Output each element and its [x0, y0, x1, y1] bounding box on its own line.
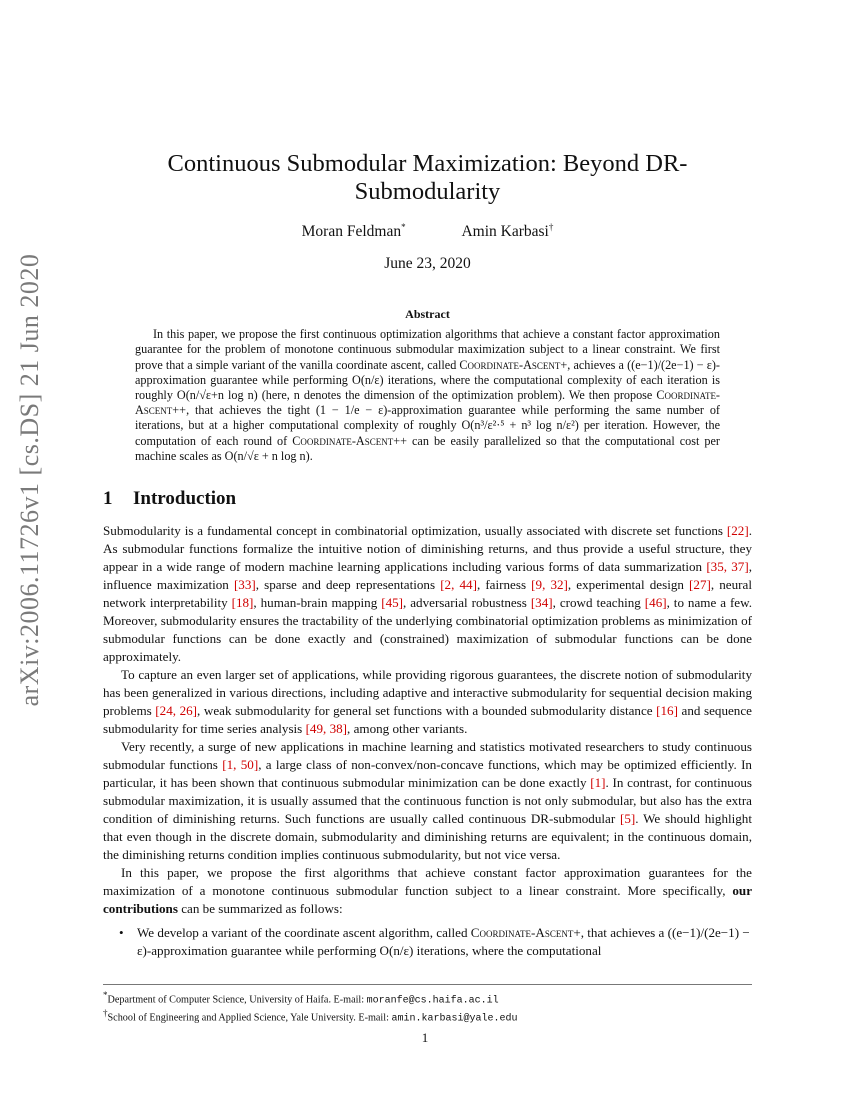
contribution-list-item: • We develop a variant of the coordinate ascent algorithm, called Coordinate-Ascent+, that achieves a ((e−1)/(2e−1) − ε)-approximation guarantee while performing O(n/ε) iterations, where the computational [119, 924, 750, 958]
abstract-heading: Abstract [405, 307, 450, 322]
citation-link[interactable]: [45] [381, 594, 404, 610]
algorithm-name: Coordinate-Ascent++ [135, 387, 720, 418]
citation-link[interactable]: [24, 26] [155, 702, 198, 718]
intro-paragraph-3: Very recently, a surge of new applications in machine learning and statistics motivated researchers to study continuous submodular functions [1, 50], a large class of non-convex/non-concave functions, which may be optimized efficiently. In particular, it has been shown that continuous submodular minimization can be done exactly [1]. In contrast, for continuous submodular maximization, it is usually assumed that the continuous function is not only submodular, but also has the extra condition of diminishing returns. Such functions are usually called continuous DR-submodular [5]. We should highlight that even though in the discrete domain, submodularity and diminishing returns are equivalent; in the continuous domain, the diminishing returns condition implies continuous submodularity, but not vice versa. [103, 738, 753, 862]
paper-date: June 23, 2020 [384, 255, 471, 273]
author-1: Moran Feldman* [301, 222, 406, 241]
citation-link[interactable]: [27] [689, 576, 711, 592]
arxiv-identifier: arXiv:2006.11726v1 [cs.DS] 21 Jun 2020 [15, 253, 44, 707]
citation-link[interactable]: [34] [530, 594, 553, 610]
citation-link[interactable]: [16] [656, 702, 678, 718]
citation-link[interactable]: [9, 32] [531, 576, 568, 592]
citation-link[interactable]: [35, 37] [706, 558, 749, 574]
citation-link[interactable]: [18] [231, 594, 254, 610]
algorithm-name: Coordinate-Ascent+ [470, 924, 581, 940]
citation-link[interactable]: [1] [590, 774, 606, 790]
page-number: 1 [421, 1030, 429, 1045]
citation-link[interactable]: [49, 38] [305, 720, 348, 736]
bold-phrase: our contributions [103, 882, 752, 916]
author-2: Amin Karbasi† [461, 222, 554, 241]
footnotes [103, 984, 752, 1026]
footnote-2: †School of Engineering and Applied Science, Yale University. E-mail: amin.karbasi@yale.edu [103, 1008, 518, 1025]
footnote-1: *Department of Computer Science, University of Haifa. E-mail: moranfe@cs.haifa.ac.il [103, 990, 499, 1007]
email-link[interactable]: moranfe@cs.haifa.ac.il [366, 995, 499, 1007]
intro-paragraph-2: To capture an even larger set of applications, while providing rigorous guarantees, the discrete notion of submodularity has been generalized in various directions, including adaptive and interactive submodularity for sequential decision making problems [24, 26], weak submodularity for general set functions with a bounded submodularity distance [16] and sequence submodularity for time series analysis [49, 38], among other variants. [103, 666, 752, 736]
abstract-text: In this paper, we propose the first continuous optimization algorithms that achieve a constant factor approximation guarantee for the problem of monotone continuous submodular maximization subject to a linear constraint. We first prove that a simple variant of the vanilla coordinate ascent, called Coordinate-Ascent+, achieves a ((e−1)/(2e−1) − ε)-approximation guarantee while performing O(n/ε) iterations, where the computational complexity of each iteration is roughly O(n/√ε+n log n) (here, n denotes the dimension of the optimization problem). We then propose Coordinate-Ascent++, that achieves the tight (1 − 1/e − ε)-approximation guarantee while performing the same number of iterations, but at a higher computational complexity of roughly O(n³/ε²·⁵ + n³ log n/ε²) per iteration. However, the computation of each round of Coordinate-Ascent++ can be easily parallelized so that the computational cost per machine scales as O(n/√ε + n log n). [135, 327, 720, 463]
bullet-marker: • [119, 924, 124, 940]
citation-link[interactable]: [2, 44] [440, 576, 477, 592]
citation-link[interactable]: [46] [644, 594, 667, 610]
intro-paragraph-4: In this paper, we propose the first algorithms that achieve constant factor approximation guarantees for the maximization of a monotone continuous submodular function subject to a linear constraint. More specifically, our contributions can be summarized as follows: [103, 864, 752, 916]
author-list [103, 222, 752, 241]
citation-link[interactable]: [33] [233, 576, 256, 592]
algorithm-name: Coordinate-Ascent++ [292, 433, 407, 448]
citation-link[interactable]: [22] [726, 522, 749, 538]
citation-link[interactable]: [5] [620, 810, 636, 826]
citation-link[interactable]: [1, 50] [222, 756, 259, 772]
section-heading-introduction: 1 Introduction [103, 487, 237, 509]
algorithm-name: Coordinate-Ascent+ [459, 357, 568, 372]
intro-paragraph-1: Submodularity is a fundamental concept in combinatorial optimization, usually associated with discrete set functions [22]. As submodular functions formalize the intuitive notion of diminishing returns, and thus provide a useful structure, they appear in a wide range of modern machine learning applications including various forms of data summarization [35, 37], influence maximization [33], sparse and deep representations [2, 44], fairness [9, 32], experimental design [27], neural network interpretability [18], human-brain mapping [45], adversarial robustness [34], crowd teaching [46], to name a few. Moreover, submodularity ensures the tractability of the underlying combinatorial optimization problems as minimization of submodular functions can be done exactly and (constrained) maximization of submodular functions can be done approximately. [103, 522, 752, 664]
paper-page [103, 150, 752, 960]
paper-title: Continuous Submodular Maximization: Beyond DR-Submodularity [167, 150, 688, 205]
arxiv-sidebar [8, 253, 52, 707]
email-link[interactable]: amin.karbasi@yale.edu [391, 1013, 518, 1025]
